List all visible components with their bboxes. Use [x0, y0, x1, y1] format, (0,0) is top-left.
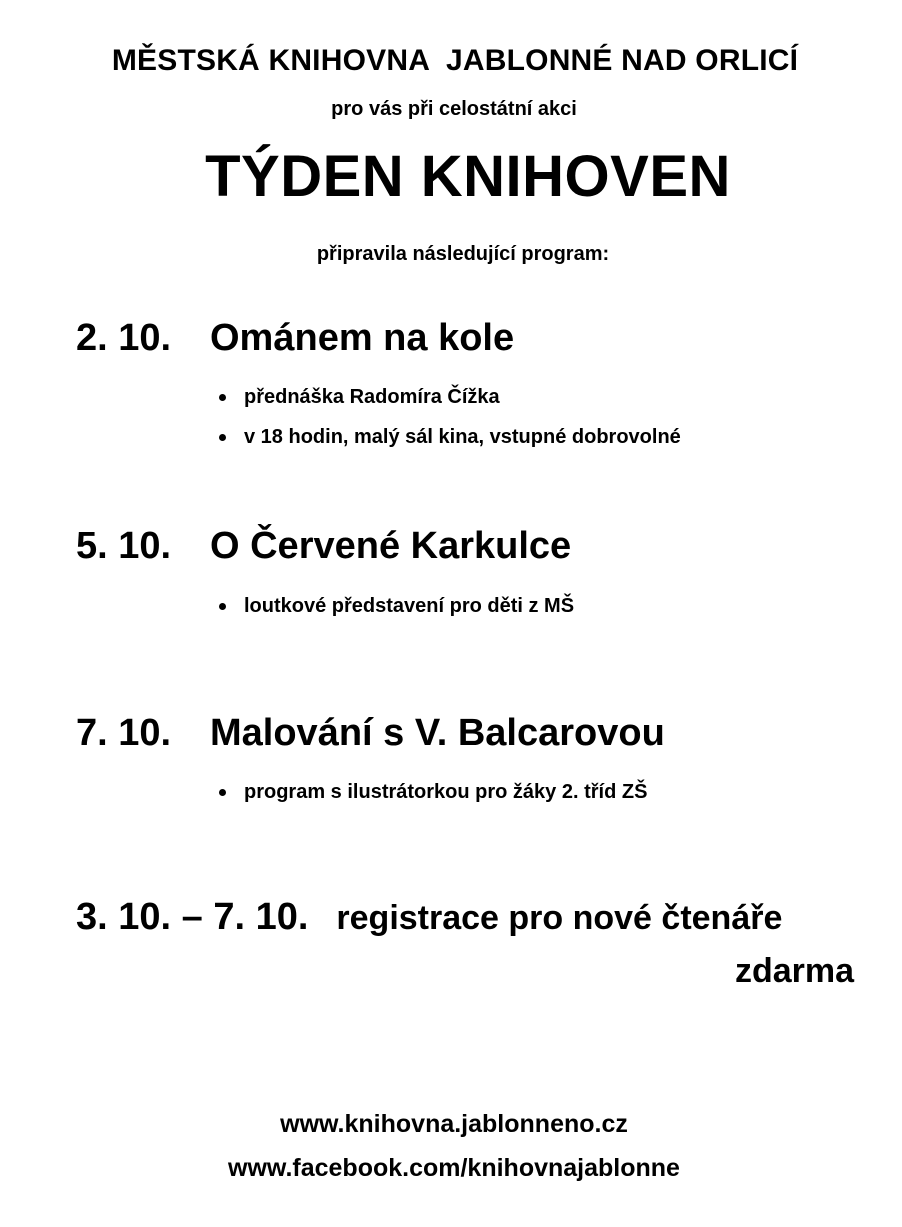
list-item — [219, 593, 574, 633]
event-detail-text: přednáška Radomíra Čížka — [244, 386, 500, 408]
event-detail-text: v 18 hodin, malý sál kina, vstupné dobrovolné — [244, 426, 681, 448]
event-title: Ománem na kole — [210, 317, 515, 359]
bullet-icon — [219, 603, 226, 610]
registration-text: registrace pro nové čtenáře — [336, 899, 783, 937]
program-subtitle: připravila následující program: — [316, 243, 610, 265]
bullet-icon — [219, 394, 226, 401]
event-title: Malování s V. Balcarovou — [210, 712, 665, 754]
list-item — [219, 779, 647, 819]
page-title: TÝDEN KNIHOVEN — [205, 144, 731, 209]
library-name: MĚSTSKÁ KNIHOVNA JABLONNÉ NAD ORLICÍ — [111, 44, 799, 77]
event-heading-3 — [76, 712, 665, 755]
intro-text: pro vás při celostátní akci — [331, 98, 577, 120]
event-heading-1 — [76, 317, 514, 360]
bullet-icon — [219, 789, 226, 796]
event-title: O Červené Karkulce — [210, 525, 572, 567]
list-item — [219, 424, 681, 464]
event-detail-text: program s ilustrátorkou pro žáky 2. tříd ZŠ — [244, 781, 648, 803]
event-heading-2 — [76, 525, 571, 568]
event-details-1 — [219, 384, 681, 464]
website-link[interactable]: www.knihovna.jablonneno.cz — [280, 1110, 628, 1138]
bullet-icon — [219, 434, 226, 441]
event-date: 7. 10. — [76, 712, 172, 754]
event-date: 5. 10. — [76, 525, 172, 567]
event-date: 2. 10. — [76, 317, 172, 359]
registration-free: zdarma — [734, 952, 854, 990]
event-details-3 — [219, 779, 647, 819]
event-detail-text: loutkové představení pro děti z MŠ — [244, 595, 575, 617]
list-item — [219, 384, 681, 424]
registration-line — [76, 896, 782, 939]
facebook-link[interactable]: www.facebook.com/knihovnajablonne — [228, 1154, 680, 1182]
event-details-2 — [219, 593, 574, 633]
registration-dates: 3. 10. – 7. 10. — [76, 896, 309, 938]
